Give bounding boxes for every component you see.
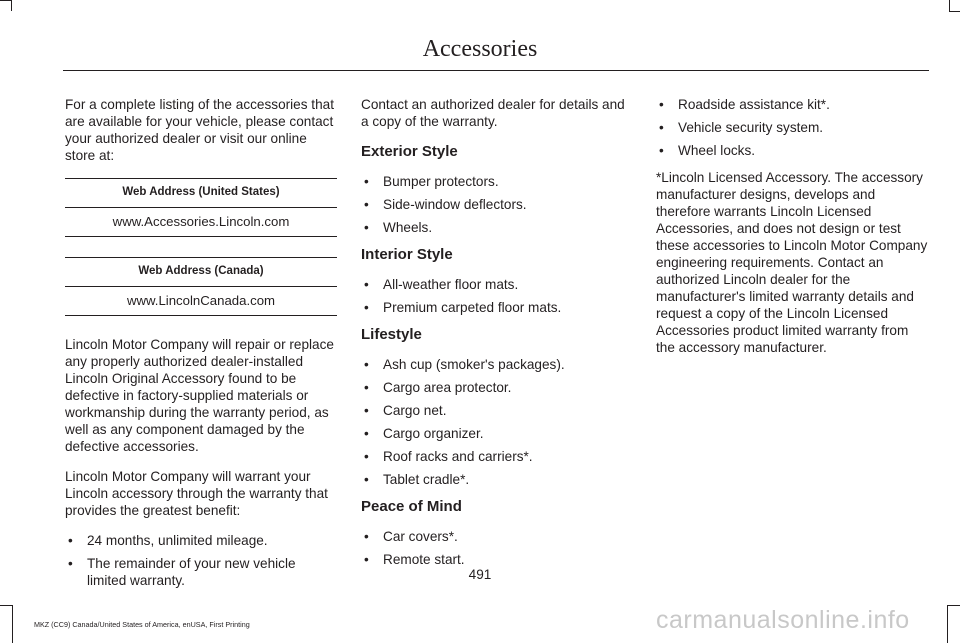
list-item <box>361 299 633 316</box>
page-number: 491 <box>468 567 492 582</box>
crop-mark-top-right <box>949 0 950 11</box>
list-item <box>656 119 928 136</box>
bullet-icon: • <box>364 403 369 418</box>
list-item-text: Wheels. <box>383 220 433 235</box>
list-item <box>361 219 633 236</box>
list-item <box>361 551 633 568</box>
list-item <box>656 142 928 159</box>
bullet-icon: • <box>364 449 369 464</box>
column-2 <box>361 96 633 578</box>
contact-paragraph: Contact an authorized dealer for details and a copy of the warranty. <box>361 97 625 129</box>
security-list <box>656 96 928 159</box>
section-heading-peace-of-mind: Peace of Mind <box>361 498 462 515</box>
bullet-icon: • <box>364 380 369 395</box>
list-item <box>361 379 633 396</box>
table-header: Web Address (Canada) <box>65 258 337 287</box>
list-item <box>361 471 633 488</box>
bullet-icon: • <box>68 533 73 548</box>
bullet-icon: • <box>364 174 369 189</box>
crop-mark-bottom-left <box>12 605 13 643</box>
list-item-text: Roadside assistance kit*. <box>678 97 830 112</box>
list-item <box>361 196 633 213</box>
bullet-icon: • <box>659 120 664 135</box>
warrant-paragraph: Lincoln Motor Company will warrant your Lincoln accessory through the warranty that provides the greatest benefit: <box>65 469 328 518</box>
list-item-text: Remote start. <box>383 552 465 567</box>
column-1 <box>65 96 337 599</box>
lifestyle-list <box>361 356 633 488</box>
crop-mark-top-left <box>11 0 12 11</box>
bullet-icon: • <box>364 357 369 372</box>
bullet-icon: • <box>364 220 369 235</box>
intro-paragraph: For a complete listing of the accessories that are available for your vehicle, please contact your authorized dealer or visit our online store at: <box>65 97 334 163</box>
list-item-text: Car covers*. <box>383 529 458 544</box>
bullet-icon: • <box>364 552 369 567</box>
bullet-icon: • <box>364 197 369 212</box>
list-item-text: Ash cup (smoker's packages). <box>383 357 565 372</box>
list-item <box>65 532 337 549</box>
crop-mark-top-left <box>0 0 11 1</box>
bullet-icon: • <box>364 426 369 441</box>
web-address-us-table <box>65 178 337 237</box>
footer-printing-info: MKZ (CC9) Canada/United States of America, enUSA, First Printing <box>34 620 250 629</box>
section-heading-lifestyle: Lifestyle <box>361 326 422 343</box>
crop-mark-bottom-right <box>947 605 948 643</box>
column-3 <box>656 96 928 369</box>
bullet-icon: • <box>364 300 369 315</box>
table-cell: www.LincolnCanada.com <box>126 293 276 308</box>
web-address-canada-table <box>65 257 337 316</box>
exterior-list <box>361 173 633 236</box>
repair-paragraph: Lincoln Motor Company will repair or replace any properly authorized dealer-installed Lincoln Original Accessory found to be defective in factory-supplied materials or workmanship during the warranty period, as well as any component damaged by the defective accessories. <box>65 337 334 454</box>
watermark: carmanualsonline.info <box>656 606 910 634</box>
list-item-text: Wheel locks. <box>678 143 756 158</box>
crop-mark-bottom-right <box>947 605 960 606</box>
list-item <box>361 528 633 545</box>
header-rule <box>63 70 929 71</box>
list-item-text: Cargo area protector. <box>383 380 512 395</box>
list-item-text: Tablet cradle*. <box>383 472 470 487</box>
list-item-text: Side-window deflectors. <box>383 197 527 212</box>
peace-of-mind-list <box>361 528 633 568</box>
list-item-text: Bumper protectors. <box>383 174 499 189</box>
licensed-accessory-note: *Lincoln Licensed Accessory. The accessory manufacturer designs, develops and therefore warrants Lincoln Licensed Accessories, and does not design or test these accessories to Lincoln Motor Company engineering requirements. Contact an authorized Lincoln dealer for the manufacturer's limited warranty details and request a copy of the Lincoln Licensed Accessories product limited warranty from the accessory manufacturer. <box>656 170 928 355</box>
bullet-icon: • <box>68 556 73 571</box>
list-item-text: All-weather floor mats. <box>383 277 519 292</box>
interior-list <box>361 276 633 316</box>
page-title: Accessories <box>422 36 538 62</box>
list-item-text: 24 months, unlimited mileage. <box>87 533 268 548</box>
table-header: Web Address (United States) <box>65 179 337 208</box>
list-item <box>361 356 633 373</box>
list-item-text: Cargo net. <box>383 403 447 418</box>
bullet-icon: • <box>659 97 664 112</box>
list-item <box>361 276 633 293</box>
list-item <box>361 173 633 190</box>
list-item <box>361 448 633 465</box>
list-item-text: Cargo organizer. <box>383 426 484 441</box>
list-item <box>361 425 633 442</box>
table-cell: www.Accessories.Lincoln.com <box>112 214 290 229</box>
section-heading-interior: Interior Style <box>361 246 453 263</box>
list-item-text: Roof racks and carriers*. <box>383 449 533 464</box>
list-item-text: Premium carpeted floor mats. <box>383 300 562 315</box>
list-item <box>361 402 633 419</box>
crop-mark-top-right <box>949 11 960 12</box>
bullet-icon: • <box>364 529 369 544</box>
list-item-text: Vehicle security system. <box>678 120 824 135</box>
bullet-icon: • <box>659 143 664 158</box>
list-item-text: The remainder of your new vehicle limited warranty. <box>87 556 296 588</box>
crop-mark-bottom-left <box>0 605 12 606</box>
bullet-icon: • <box>364 277 369 292</box>
bullet-icon: • <box>364 472 369 487</box>
list-item <box>656 96 928 113</box>
section-heading-exterior: Exterior Style <box>361 143 458 160</box>
